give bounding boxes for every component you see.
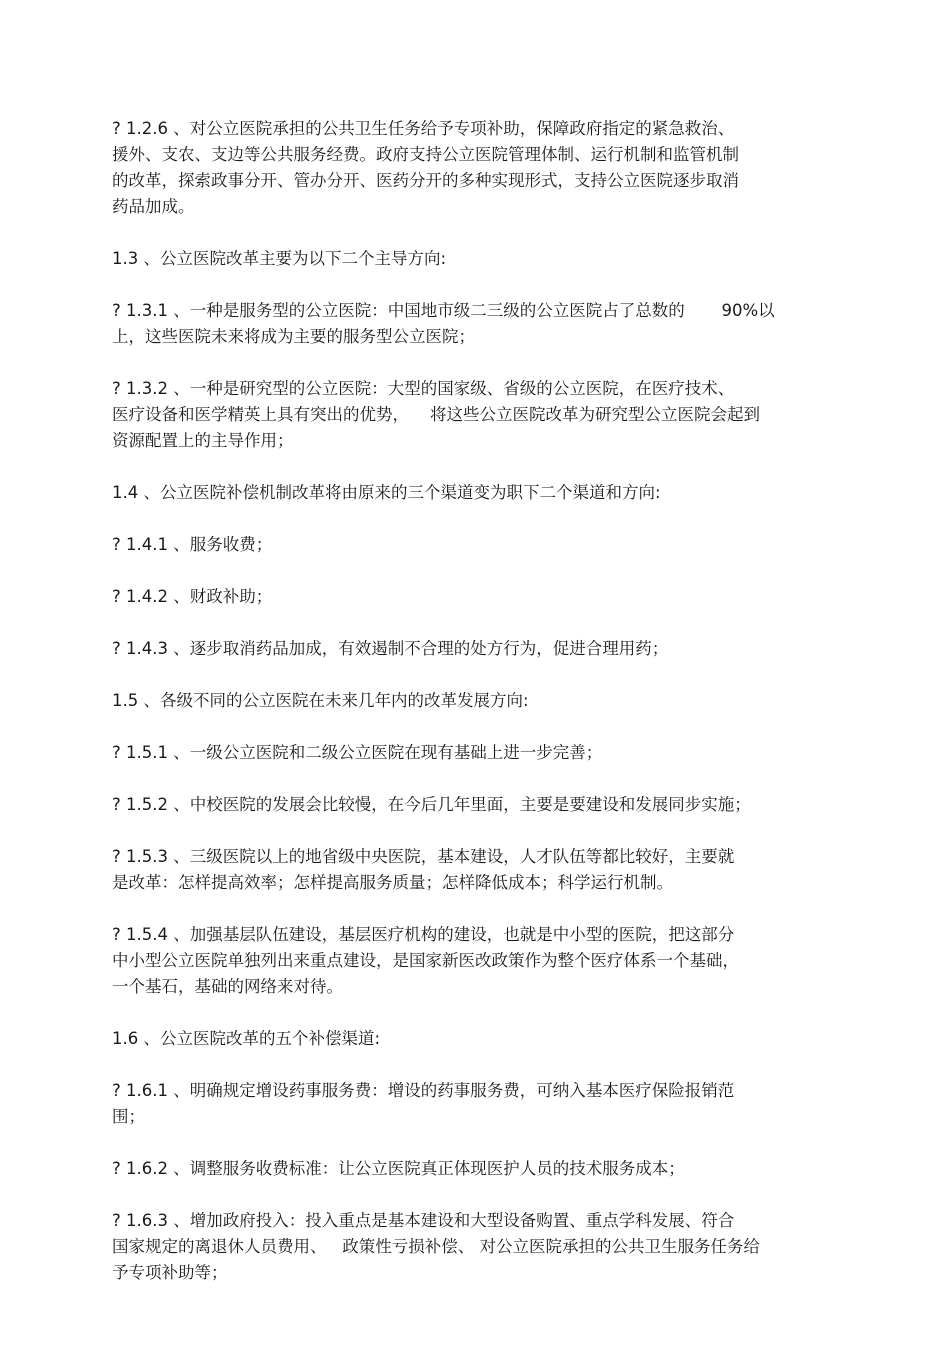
paragraph-1-6-3	[112, 1208, 822, 1286]
text-line: 是改革：怎样提高效率；怎样提高服务质量；怎样降低成本；科学运行机制。	[112, 873, 673, 892]
text-line: ? 1.5.2 、中校医院的发展会比较慢，在今后几年里面，主要是要建设和发展同步实施；	[112, 795, 751, 814]
paragraph-1-3-2	[112, 376, 822, 454]
paragraph-1-3-1	[112, 298, 822, 350]
text-line: 国家规定的离退休人员费用、 政策性亏损补偿、 对公立医院承担的公共卫生服务任务给	[112, 1237, 760, 1256]
text-line: 1.4 、公立医院补偿机制改革将由原来的三个渠道变为职下二个渠道和方向:	[112, 483, 661, 502]
text-line: 1.3 、公立医院改革主要为以下二个主导方向:	[112, 249, 447, 268]
text-line: 资源配置上的主导作用；	[112, 431, 294, 450]
text-line: ? 1.2.6 、对公立医院承担的公共卫生任务给予专项补助，保障政府指定的紧急救治、	[112, 119, 735, 138]
text-line: ? 1.3.2 、一种是研究型的公立医院：大型的国家级、省级的公立医院，在医疗技术、	[112, 379, 735, 398]
text-line: 1.6 、公立医院改革的五个补偿渠道:	[112, 1029, 381, 1048]
paragraph-1-5-3	[112, 844, 822, 896]
text-line: 围；	[112, 1107, 145, 1126]
paragraph-1-5-1	[112, 740, 822, 766]
paragraph-1-6-2	[112, 1156, 822, 1182]
text-line: ? 1.6.1 、明确规定增设药事服务费：增设的药事服务费，可纳入基本医疗保险报销范	[112, 1081, 735, 1100]
text-line: 援外、支农、支边等公共服务经费。政府支持公立医院管理体制、运行机制和监管机制	[112, 145, 739, 164]
text-line: ? 1.6.3 、增加政府投入：投入重点是基本建设和大型设备购置、重点学科发展、符合	[112, 1211, 735, 1230]
section-heading-1-3	[112, 246, 822, 272]
paragraph-1-4-2	[112, 584, 822, 610]
text-line: ? 1.4.2 、财政补助；	[112, 587, 273, 606]
paragraph-1-5-4	[112, 922, 822, 1000]
text-line: 予专项补助等；	[112, 1263, 228, 1282]
text-line: ? 1.6.2 、调整服务收费标准：让公立医院真正体现医护人员的技术服务成本；	[112, 1159, 685, 1178]
text-line: 医疗设备和医学精英上具有突出的优势， 将这些公立医院改革为研究型公立医院会起到	[112, 405, 760, 424]
text-line: ? 1.3.1 、一种是服务型的公立医院：中国地市级二三级的公立医院占了总数的 90%以	[112, 301, 775, 320]
text-line: 1.5 、各级不同的公立医院在未来几年内的改革发展方向:	[112, 691, 529, 710]
section-heading-1-6	[112, 1026, 822, 1052]
text-line: ? 1.4.1 、服务收费；	[112, 535, 273, 554]
paragraph-1-5-2	[112, 792, 822, 818]
text-line: 中小型公立医院单独列出来重点建设，是国家新医改政策作为整个医疗体系一个基础，	[112, 951, 739, 970]
paragraph-1-4-1	[112, 532, 822, 558]
paragraph-1-6-1	[112, 1078, 822, 1130]
text-line: ? 1.5.3 、三级医院以上的地省级中央医院，基本建设，人才队伍等都比较好，主要就	[112, 847, 735, 866]
paragraph-1-2-6	[112, 116, 822, 220]
section-heading-1-4	[112, 480, 822, 506]
text-line: 的改革，探索政事分开、管办分开、医药分开的多种实现形式，支持公立医院逐步取消	[112, 171, 739, 190]
section-heading-1-5	[112, 688, 822, 714]
text-line: ? 1.5.4 、加强基层队伍建设，基层医疗机构的建设，也就是中小型的医院，把这部分	[112, 925, 735, 944]
paragraph-1-4-3	[112, 636, 822, 662]
text-line: ? 1.5.1 、一级公立医院和二级公立医院在现有基础上进一步完善；	[112, 743, 603, 762]
text-line: 上，这些医院未来将成为主要的服务型公立医院；	[112, 327, 475, 346]
text-line: 一个基石，基础的网络来对待。	[112, 977, 343, 996]
text-line: 药品加成。	[112, 197, 195, 216]
text-line: ? 1.4.3 、逐步取消药品加成，有效遏制不合理的处方行为，促进合理用药；	[112, 639, 669, 658]
document-page	[112, 116, 822, 1312]
